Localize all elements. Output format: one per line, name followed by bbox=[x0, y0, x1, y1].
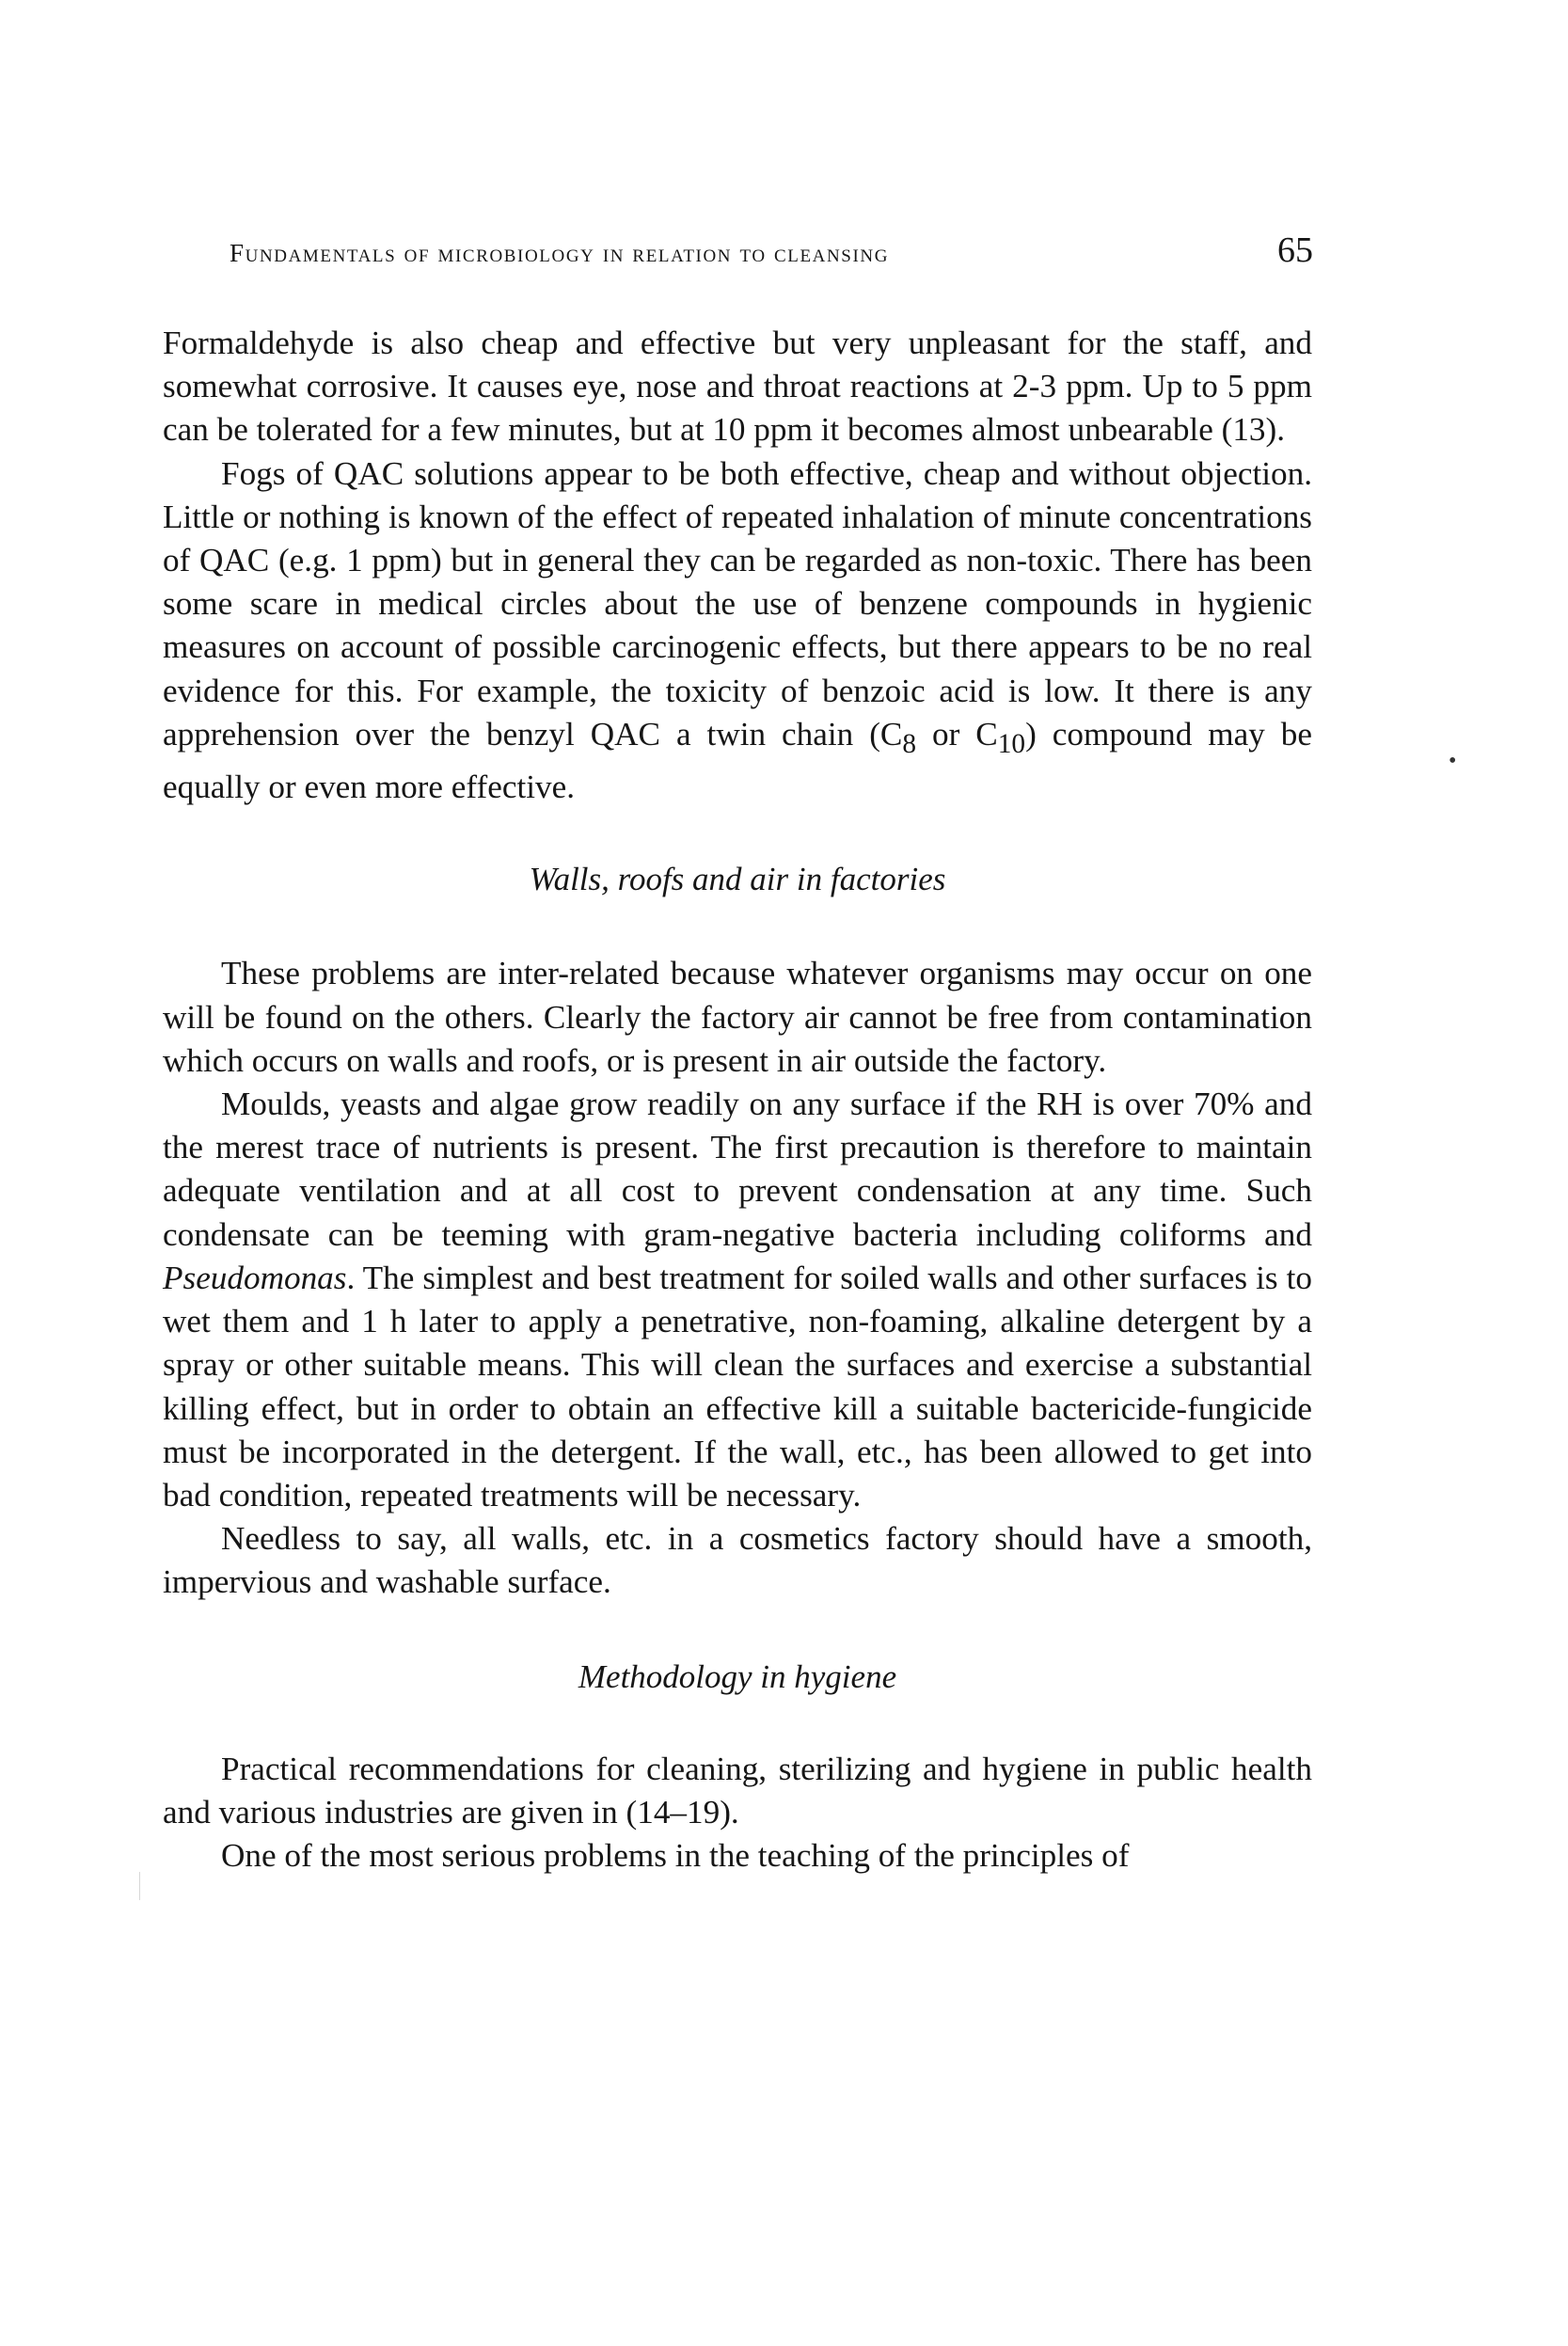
paragraph-serious-problems: One of the most serious problems in the teaching of the principles of bbox=[221, 1837, 1130, 1875]
qac-text-part2: or C bbox=[916, 715, 998, 753]
section-heading-walls: Walls, roofs and air in factories bbox=[529, 861, 946, 898]
body-text bbox=[163, 322, 1312, 1878]
running-title: Fundamentals of microbiology in relation to cleansing bbox=[230, 239, 890, 267]
subscript-c8: 8 bbox=[902, 728, 917, 759]
qac-text-part3: ) compound may be equally or even more effective. bbox=[163, 715, 1312, 806]
running-head bbox=[230, 230, 1313, 277]
section-heading-methodology: Methodology in hygiene bbox=[578, 1657, 897, 1695]
pseudomonas-term: Pseudomonas bbox=[163, 1259, 347, 1296]
paragraph-interrelated: These problems are inter-related because whatever organisms may occur on one will be found on the others. Clearly the factory air cannot be free from contamination which occurs on walls and roofs, or is present in air outside the factory. bbox=[163, 955, 1312, 1079]
moulds-text-part2: . The simplest and best treatment for soiled walls and other surfaces is to wet them and 1 h later to apply a penetrative, non-foaming, alkaline detergent by a spray or other suitable means. This will clean the surfaces and exercise a substantial killing effect, but in order to obtain an effective kill a suitable bactericide-fungicide must be incorporated in the detergent. If the wall, etc., has been allowed to get into bad condition, repeated treatments will be necessary. bbox=[163, 1259, 1312, 1514]
subscript-c10: 10 bbox=[997, 728, 1026, 759]
paragraph-moulds bbox=[163, 1083, 1312, 1517]
margin-mark: • bbox=[1449, 749, 1457, 773]
paragraph-practical: Practical recommendations for cleaning, sterilizing and hygiene in public health and various industries are given in (14–19). bbox=[163, 1750, 1312, 1831]
margin-rule bbox=[139, 1872, 140, 1900]
paragraph-formaldehyde: Formaldehyde is also cheap and effective but very unpleasant for the staff, and somewhat corrosive. It causes eye, nose and throat reactions at 2-3 ppm. Up to 5 ppm can be tolerated for a few minutes, but at 10 ppm it becomes almost unbearable (13). bbox=[163, 325, 1312, 449]
moulds-text-part1: Moulds, yeasts and algae grow readily on any surface if the RH is over 70% and the merest trace of nutrients is present. The first precaution is therefore to maintain adequate ventilation and at all cost to prevent condensation at any time. Such condensate can be teeming with gram-negative bacteria including coliforms and bbox=[163, 1086, 1312, 1253]
paragraph-qac-fogs bbox=[163, 452, 1312, 810]
paragraph-needless: Needless to say, all walls, etc. in a cosmetics factory should have a smooth, impervious and washable surface. bbox=[163, 1520, 1312, 1601]
qac-text-part1: Fogs of QAC solutions appear to be both effective, cheap and without objection. Little or nothing is known of the effect of repeated inhalation of minute concentrations of QAC (e.g. 1 ppm) but in general they can be regarded as non-toxic. There has been some scare in medical circles about the use of benzene compounds in hygienic measures on account of possible carcinogenic effects, but there appears to be no real evidence for this. For example, the toxicity of benzoic acid is low. It there is any apprehension over the benzyl QAC a twin chain (C bbox=[163, 454, 1312, 753]
page-number: 65 bbox=[1277, 230, 1313, 270]
